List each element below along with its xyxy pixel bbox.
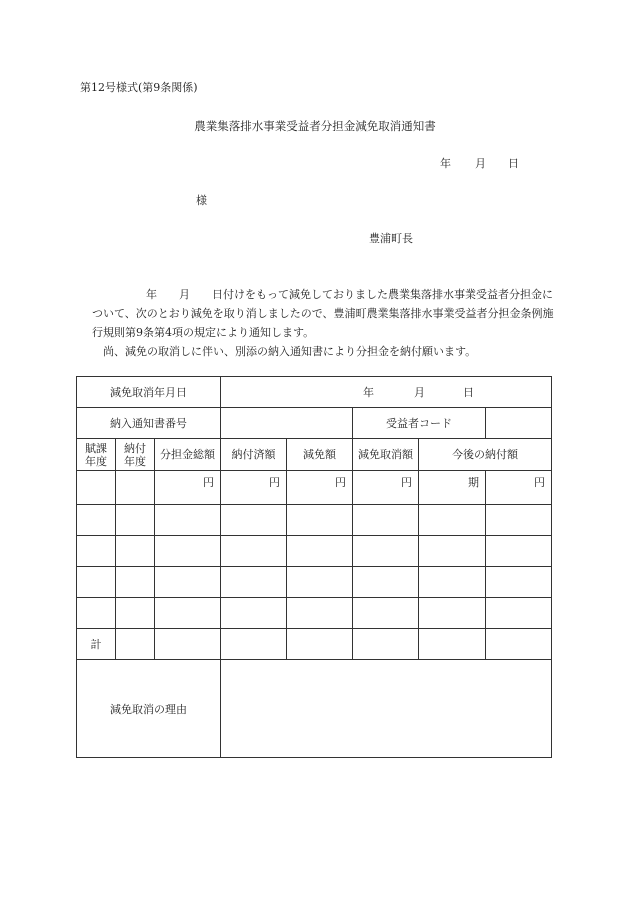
notice-number-label: 納入通知書番号 xyxy=(77,408,221,439)
table-row xyxy=(77,567,552,598)
addressee: 様 xyxy=(196,194,207,207)
cell-cancel[interactable]: 円 xyxy=(353,471,419,505)
reason-row xyxy=(77,660,552,758)
table-row xyxy=(77,505,552,536)
column-header-row xyxy=(77,439,552,471)
cancellation-table xyxy=(76,376,552,758)
total-row xyxy=(77,629,552,660)
cell-future[interactable]: 円 xyxy=(486,471,552,505)
body-paragraph-1: 年 月 日付けをもって減免しておりました農業集落排水事業受益者分担金について、次のとおり減免を取り消しましたので、豊浦町農業集落排水事業受益者分担金条例施行規則第9条第4項の規定により通知します。 xyxy=(92,288,554,339)
issue-date-month: 月 xyxy=(475,157,486,170)
cancel-date-month: 月 xyxy=(414,386,425,399)
cell-period[interactable]: 期 xyxy=(419,471,486,505)
col-total: 分担金総額 xyxy=(155,439,221,471)
cell-reduction[interactable]: 円 xyxy=(287,471,353,505)
col-cancel: 減免取消額 xyxy=(353,439,419,471)
notice-number-row xyxy=(77,408,552,439)
issue-date-year: 年 xyxy=(440,157,451,170)
cell-total[interactable]: 円 xyxy=(155,471,221,505)
table-row xyxy=(77,536,552,567)
issue-date xyxy=(440,155,519,171)
cell-levy-year[interactable] xyxy=(77,471,116,505)
cancel-date-day: 日 xyxy=(463,386,474,399)
cell-pay-year[interactable] xyxy=(116,471,155,505)
col-future: 今後の納付額 xyxy=(419,439,552,471)
table-row xyxy=(77,471,552,505)
col-levy-year: 賦課 年度 xyxy=(77,439,116,471)
reason-label: 減免取消の理由 xyxy=(77,660,221,758)
form-number: 第12号様式(第9条関係) xyxy=(80,81,198,94)
total-label: 計 xyxy=(77,629,116,660)
notice-number-field[interactable] xyxy=(221,408,353,439)
cancel-date-field[interactable] xyxy=(221,377,552,408)
col-pay-year: 納付 年度 xyxy=(116,439,155,471)
col-paid: 納付済額 xyxy=(221,439,287,471)
body-text xyxy=(92,285,562,361)
col-reduction: 減免額 xyxy=(287,439,353,471)
beneficiary-code-label: 受益者コード xyxy=(353,408,486,439)
cancel-date-label: 減免取消年月日 xyxy=(77,377,221,408)
issuer: 豊浦町長 xyxy=(369,232,413,245)
table-row xyxy=(77,598,552,629)
document-title: 農業集落排水事業受益者分担金減免取消通知書 xyxy=(194,119,436,133)
beneficiary-code-field[interactable] xyxy=(486,408,552,439)
reason-field[interactable] xyxy=(221,660,552,758)
cancel-date-row xyxy=(77,377,552,408)
body-paragraph-2: 尚、減免の取消しに伴い、別添の納入通知書により分担金を納付願います。 xyxy=(103,345,477,358)
cancel-date-year: 年 xyxy=(363,386,374,399)
issue-date-day: 日 xyxy=(508,157,519,170)
cell-paid[interactable]: 円 xyxy=(221,471,287,505)
